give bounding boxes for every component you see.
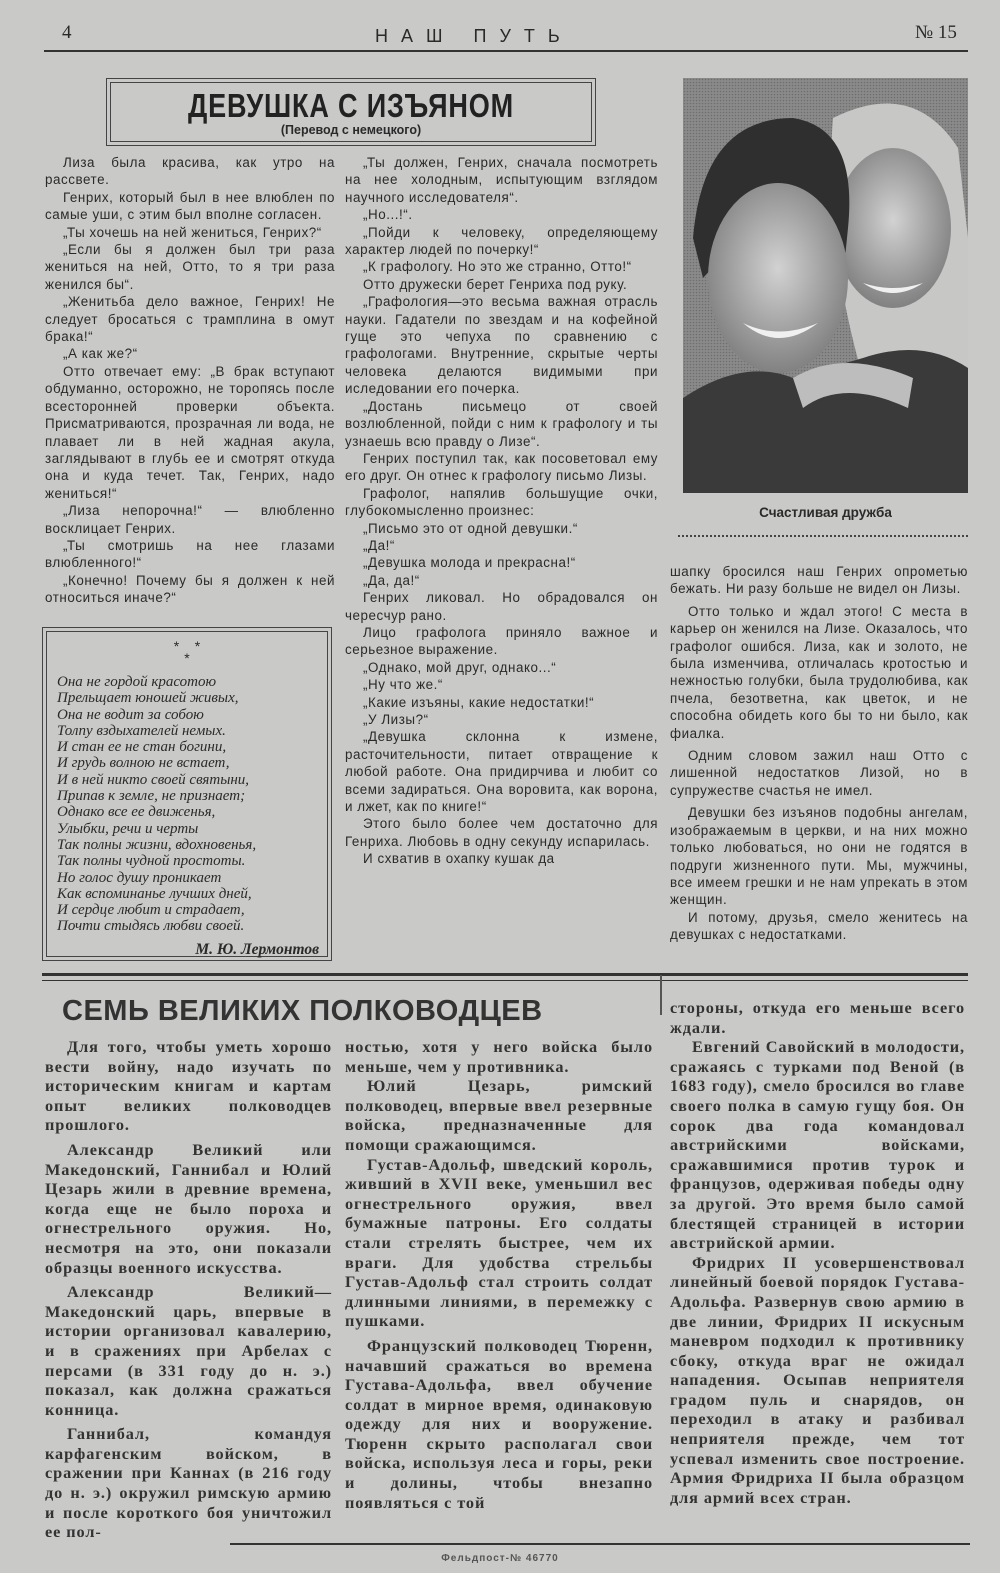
poem-line: И стан ее не стан богини,	[57, 739, 227, 756]
paragraph: Графолог, напялив большущие очки, глубокомысленно произнес:	[345, 485, 658, 519]
poem-line: Но голос душу проникает	[57, 869, 222, 886]
article-column-2	[345, 1037, 653, 1512]
poem-line: И грудь волною не встает,	[57, 755, 230, 772]
paragraph: стороны, откуда его меньше всего ждали.	[670, 998, 965, 1037]
paragraph: Отто отвечает ему: „В брак вступают обдуманно, осторожно, не торопясь после всесторонней проверки объекта. Присматриваются, прозрачная ли вода, не плавает ли в ней жадная акула, заглядывают в глубь ее и смотрят откуда она и куда течет. Так, Генрих, надо жениться!“	[45, 363, 335, 501]
paragraph: „Но...!“.	[363, 207, 413, 223]
paragraph: „Ты должен, Генрих, сначала посмотреть на нее холодным, испытующим взглядом научного исследователя“.	[345, 155, 658, 205]
story-column-2	[345, 154, 658, 868]
issue-number: № 15	[915, 22, 957, 43]
paragraph: Густав-Адольф, шведский король, живший в XVII веке, уменьшил вес огнестрельного оружия, ввел бумажные патроны. Его солдаты стали стрелять быстрее, чем их враги. Для удобства стрельбы Густав-Адольф стал строить солдат длинными линиями, в перемежку с пушками.	[345, 1154, 653, 1331]
poem-line: Однако все ее движенья,	[57, 804, 216, 821]
paragraph: „Да, да!“	[363, 572, 420, 588]
story-title: ДЕВУШКА С ИЗЪЯНОМ	[188, 87, 514, 124]
story-column-1	[45, 154, 335, 607]
paragraph: Евгений Савойский в молодости, сражаясь с турками под Веной (в 1683 году), смело бросился во главе своего полка в самую гущу боя. Он сорок два года командовал австрийскими войсками, сражавшимися против турок и французов, одерживая победы одну за другой. Это время было самой блестящей страницей в истории австрийской армии.	[670, 1037, 965, 1253]
paragraph: „Письмо это от одной девушки.“	[363, 520, 578, 536]
paragraph: Фридрих II усовершенствовал линейный боевой порядок Густава-Адольфа. Развернув свою армию в две линии, Фридрих II искусным маневром подходил к противнику сбоку, откуда враг не ожидал нападения. Осыпав неприятеля градом пуль и снарядов, он переходил в атаку и разбивал неприятеля прежде, чем тот успевал изменить свое построение. Армия Фридриха II была образцом для армий всех стран.	[670, 1252, 965, 1507]
paragraph: „Графология—это весьма важная отрасль науки. Гадатели по звездам и на кофейной гуще это чепуха по сравнению с графологами. Внутренние, скрытые черты человека делаются видимыми при иследовании его почерка.	[345, 294, 658, 397]
article-title: СЕМЬ ВЕЛИКИХ ПОЛКОВОДЦЕВ	[62, 995, 543, 1027]
poem-line: Она не водит за собою	[57, 706, 204, 723]
poem-line: Так полны жизни, вдохновенья,	[57, 836, 257, 853]
paragraph: Генрих, который был в нее влюблен по самые уши, с этим был вполне согласен.	[45, 189, 335, 223]
paragraph: Александр Великий—Македонский царь, впервые в истории организовал кавалерию, и в сражениях при Арбелах с персами (в 331 году до н. э.) показал, как должна сражаться конница.	[45, 1282, 332, 1419]
paragraph: ностью, хотя у него войска было меньше, чем у противника.	[345, 1037, 653, 1076]
poem-line: И сердце любит и страдает,	[57, 902, 245, 919]
poem-line: Улыбки, речи и черты	[57, 820, 199, 837]
paragraph: „Однако, мой друг, однако...“	[363, 659, 557, 675]
story-column-3	[670, 563, 968, 944]
photo-happy-friendship	[683, 78, 968, 493]
poem-box	[42, 627, 332, 961]
paragraph: Этого было более чем достаточно для Генриха. Любовь в одну секунду испарилась.	[345, 816, 658, 849]
poem-line: Так полны чудной простоты.	[57, 853, 246, 870]
paragraph: Генрих ликовал. Но обрадовался он чересчур рано.	[345, 590, 658, 623]
article-column-3	[670, 998, 965, 1507]
field-post-number: Фельдпост-№ 46770	[441, 1553, 559, 1564]
column-rule	[660, 975, 662, 1015]
poem-stars: * * *	[173, 638, 201, 666]
paragraph: Ганнибал, командуя карфагенским войском, в сражении при Каннах (в 216 году до н. э.) окружил римскую армию и после короткого боя уничтожил ее пол-	[45, 1424, 332, 1542]
paragraph: И потому, друзья, смело женитесь на девушках с недостатками.	[670, 909, 968, 943]
paragraph: „Ну что же.“	[363, 677, 443, 693]
paragraph: Отто только и ждал этого! С места в карьер он женился на Лизе. Оказалось, что графолог ошибся. Лиза, как и золото, не была изменчива, отличалась кротостью и нежностью голубки, была трудолюбива, как пчела, безответна, как цветок, и не способна обидеть кого бы то ни было, как фиалка.	[670, 603, 968, 741]
paragraph: „Женитьба дело важное, Генрих! Не следует бросаться с трамплина в омут брака!“	[45, 294, 335, 345]
paragraph: „Какие изъяны, какие недостатки!“	[363, 694, 595, 710]
paragraph: Лицо графолога приняло важное и серьезное выражение.	[345, 624, 658, 658]
masthead-rule	[44, 50, 968, 52]
poem-line: Почти стыдясь любви своей.	[57, 918, 245, 935]
paragraph: „Ты смотришь на нее глазами влюбленного!“	[45, 537, 335, 571]
page-number: 4	[62, 22, 72, 43]
paragraph: „Конечно! Почему бы я должен к ней относиться иначе?“	[45, 572, 335, 606]
photo-caption: Счастливая дружба	[759, 505, 892, 520]
paragraph: „А как же?“	[63, 346, 138, 362]
paragraph: Юлий Цезарь, римский полководец, впервые ввел резервные войска, предназначенные для помощи сражающимся.	[345, 1076, 653, 1154]
poem-line: Как вспоминанье лучших дней,	[57, 885, 252, 902]
paragraph: Одним словом зажил наш Отто с лишенной недостатков Лизой, но в супружестве счастья не имел.	[670, 748, 968, 798]
dotted-divider	[678, 535, 968, 537]
paragraph: Девушки без изъянов подобны ангелам, изображаемым в церкви, и на них можно только любоваться, но они не годятся в подруги жизненного пути. Мы, мужчины, все имеем грешки и не нам упрекать в этом женщин.	[670, 805, 968, 908]
paragraph: Лиза была красива, как утро на рассвете.	[45, 155, 335, 188]
paragraph: шапку бросился наш Генрих опрометью бежать. Ни разу больше не видел он Лизы.	[670, 564, 968, 597]
paragraph: Александр Великий или Македонский, Ганнибал и Юлий Цезарь жили в древние времена, когда еще не было пороха и огнестрельного оружия. Но, несмотря на это, они показали образцы военного искусства.	[45, 1139, 332, 1277]
footer-rule	[230, 1543, 970, 1545]
paragraph: „Достань письмецо от своей возлюбленной, пойди с ним к графологу и ты узнаешь всю правду о Лизе“.	[345, 398, 658, 449]
story-subtitle: (Перевод с немецкого)	[280, 123, 422, 137]
paragraph: „Девушка молода и прекрасна!“	[363, 555, 576, 571]
paragraph: „Ты хочешь на ней жениться, Генрих?“	[63, 224, 322, 240]
poem-line: Толпу вздыхателей немых.	[57, 722, 226, 739]
paragraph: „К графологу. Но это же странно, Отто!“	[363, 259, 632, 275]
paragraph: И схватив в охапку кушак да	[363, 851, 555, 867]
poem-line: Прельщает юношей живых,	[57, 690, 239, 707]
paragraph: Отто дружески берет Генриха под руку.	[363, 276, 628, 292]
poem-line: И в ней никто своей святыни,	[57, 771, 250, 788]
paragraph: „Девушка склонна к измене, расточительности, питает отвращение к любой работе. Она придирчива и любит со всеми задираться. Она воровита, как ворона, и лжет, как по книге!“	[345, 729, 658, 815]
paragraph: Для того, чтобы уметь хорошо вести войну, надо изучать по историческим книгам и картам опыт великих полководцев прошлого.	[45, 1037, 332, 1135]
story-title-box	[106, 78, 596, 146]
poem-line: Припав к земле, не признает;	[57, 788, 246, 805]
paragraph: Генрих поступил так, как посоветовал ему его друг. Он отнес к графологу письмо Лизы.	[345, 450, 658, 484]
poem-lines	[57, 674, 331, 935]
paragraph: „Да!“	[363, 537, 395, 553]
paragraph: „Лиза непорочна!“ — влюбленно восклицает Генрих.	[45, 503, 335, 536]
poem-author: М. Ю. Лермонтов	[195, 940, 319, 958]
newspaper-title: НАШ ПУТЬ	[375, 26, 573, 46]
paragraph: „У Лизы?“	[363, 712, 429, 727]
poem-line: Она не гордой красотою	[57, 674, 217, 690]
paragraph: „Пойди к человеку, определяющему характер людей по почерку!“	[345, 224, 658, 258]
paragraph: Французский полководец Тюренн, начавший сражаться во времена Густава-Адольфа, ввел обучение солдат в мирное время, одинаковую одежду для них и вооружение. Тюренн скрыто располагал свои войска, используя леса и горы, реки и долины, чтобы внезапно появляться с той	[345, 1335, 653, 1512]
section-divider-thin	[42, 980, 968, 981]
paragraph: „Если бы я должен был три раза жениться на ней, Отто, то я три раза женился бы“.	[45, 242, 335, 292]
article-column-1	[45, 1037, 332, 1542]
section-divider	[42, 973, 968, 976]
